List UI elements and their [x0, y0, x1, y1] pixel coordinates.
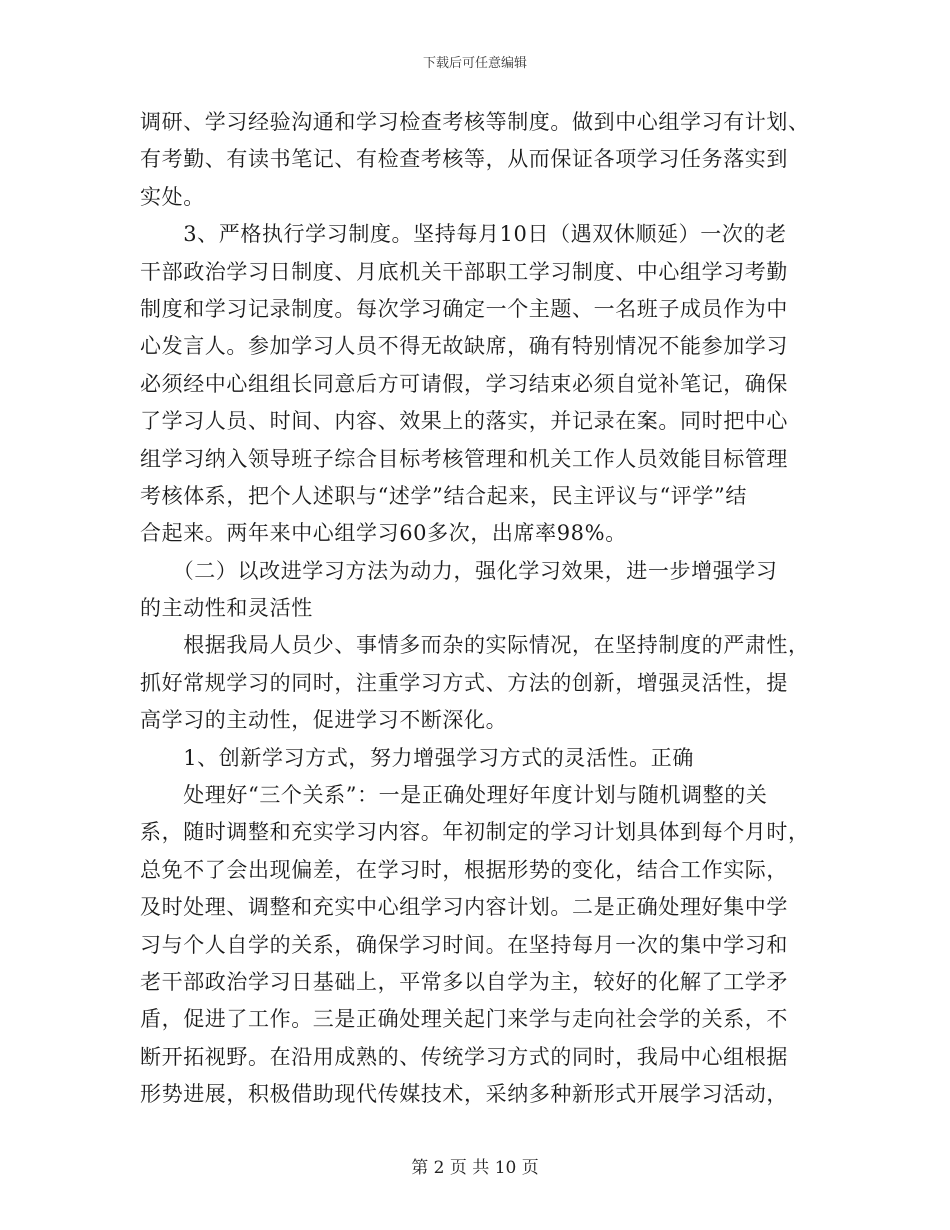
section-heading-line: 的主动性和灵活性 [140, 596, 313, 621]
text-line: 3、严格执行学习制度。坚持每月10日（遇双休顺延）一次的老 [140, 222, 787, 247]
text-line: 调研、学习经验沟通和学习检查考核等制度。做到中心组学习有计划、 [140, 110, 810, 134]
text-line: 有考勤、有读书笔记、有检查考核等，从而保证各项学习任务落实到 [140, 147, 788, 172]
text-line: 1、创新学习方式，努力增强学习方式的灵活性。正确 [140, 745, 694, 770]
text-line: 制度和学习记录制度。每次学习确定一个主题、一名班子成员作为中 [140, 296, 788, 321]
text-line: 处理好“三个关系”：一是正确处理好年度计划与随机调整的关 [140, 783, 768, 808]
document-body [140, 104, 815, 1114]
text-line: 形势进展，积极借助现代传媒技术，采纳多种新形式开展学习活动， [140, 1082, 788, 1107]
text-line: 心发言人。参加学习人员不得无故缺席，确有特别情况不能参加学习 [140, 334, 788, 359]
text-line: 根据我局人员少、事情多而杂的实际情况，在坚持制度的严肃性， [140, 633, 810, 658]
text-line: 总免不了会出现偏差，在学习时，根据形势的变化，结合工作实际， [140, 857, 788, 882]
text-line: 盾，促进了工作。三是正确处理关起门来学与走向社会学的关系，不 [140, 1007, 788, 1032]
text-line: 断开拓视野。在沿用成熟的、传统学习方式的同时，我局中心组根据 [140, 1044, 788, 1069]
text-line: 必须经中心组组长同意后方可请假，学习结束必须自觉补笔记，确保 [140, 371, 788, 396]
section-heading-line: （二）以改进学习方法为动力，强化学习效果，进一步增强学习 [140, 558, 778, 583]
text-line: 干部政治学习日制度、月底机关干部职工学习制度、中心组学习考勤 [140, 259, 788, 284]
page-footer: 第 2 页 共 10 页 [411, 1158, 539, 1178]
text-line: 系，随时调整和充实学习内容。年初制定的学习计划具体到每个月时， [140, 820, 810, 845]
text-line: 合起来。两年来中心组学习60多次，出席率98%。 [140, 521, 627, 546]
text-line: 考核体系，把个人述职与“述学”结合起来，民主评议与“评学”结 [140, 483, 747, 508]
text-line: 实处。 [140, 184, 205, 209]
text-line: 了学习人员、时间、内容、效果上的落实，并记录在案。同时把中心 [140, 409, 788, 434]
text-line: 习与个人自学的关系，确保学习时间。在坚持每月一次的集中学习和 [140, 932, 788, 957]
text-line: 组学习纳入领导班子综合目标考核管理和机关工作人员效能目标管理 [140, 446, 788, 471]
text-line: 抓好常规学习的同时，注重学习方式、方法的创新，增强灵活性，提 [140, 670, 788, 695]
text-line: 老干部政治学习日基础上，平常多以自学为主，较好的化解了工学矛 [140, 969, 788, 994]
text-line: 高学习的主动性，促进学习不断深化。 [140, 708, 508, 733]
page-header: 下载后可任意编辑 [422, 56, 527, 71]
text-line: 及时处理、调整和充实中心组学习内容计划。二是正确处理好集中学 [140, 895, 788, 920]
